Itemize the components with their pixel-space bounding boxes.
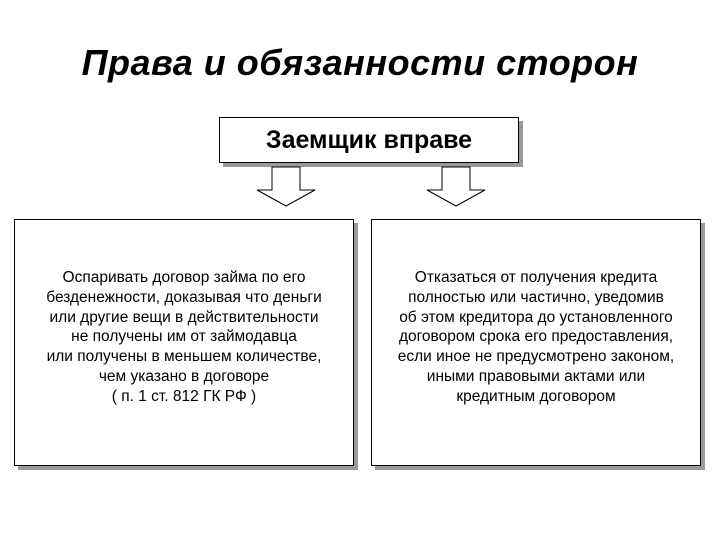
- down-arrow-icon: [425, 166, 487, 208]
- right-panel-line: кредитным договором: [456, 387, 616, 405]
- right-panel-text: [372, 268, 700, 407]
- left-panel-line: или получены в меньшем количестве,: [46, 348, 322, 366]
- page-title: Права и обязанности сторон: [81, 42, 639, 83]
- left-panel-line: безденежности, доказывая что деньги: [46, 288, 322, 306]
- down-arrow-icon: [255, 166, 317, 208]
- right-panel-line: если иное не предусмотрено законом,: [397, 348, 675, 366]
- left-panel-line: Оспаривать договор займа по его: [62, 269, 306, 286]
- left-panel: [14, 219, 354, 466]
- right-panel-line: полностью или частично, уведомив: [408, 288, 664, 306]
- left-panel-line: или другие вещи в действительности: [49, 308, 319, 326]
- right-panel-line: об этом кредитора до установленного: [399, 308, 673, 326]
- left-panel-text: [15, 268, 353, 407]
- right-panel-line: Отказаться от получения кредита: [414, 269, 658, 286]
- right-panel-line: договором срока его предоставления,: [398, 328, 674, 346]
- header-box: [219, 117, 519, 163]
- left-panel-line: не получены им от займодавца: [71, 328, 297, 346]
- right-panel-line: иными правовыми актами или: [426, 367, 646, 385]
- right-panel: [371, 219, 701, 466]
- left-panel-line: ( п. 1 ст. 812 ГК РФ ): [111, 387, 257, 405]
- left-panel-line: чем указано в договоре: [98, 367, 270, 385]
- header-label: Заемщик вправе: [265, 125, 473, 154]
